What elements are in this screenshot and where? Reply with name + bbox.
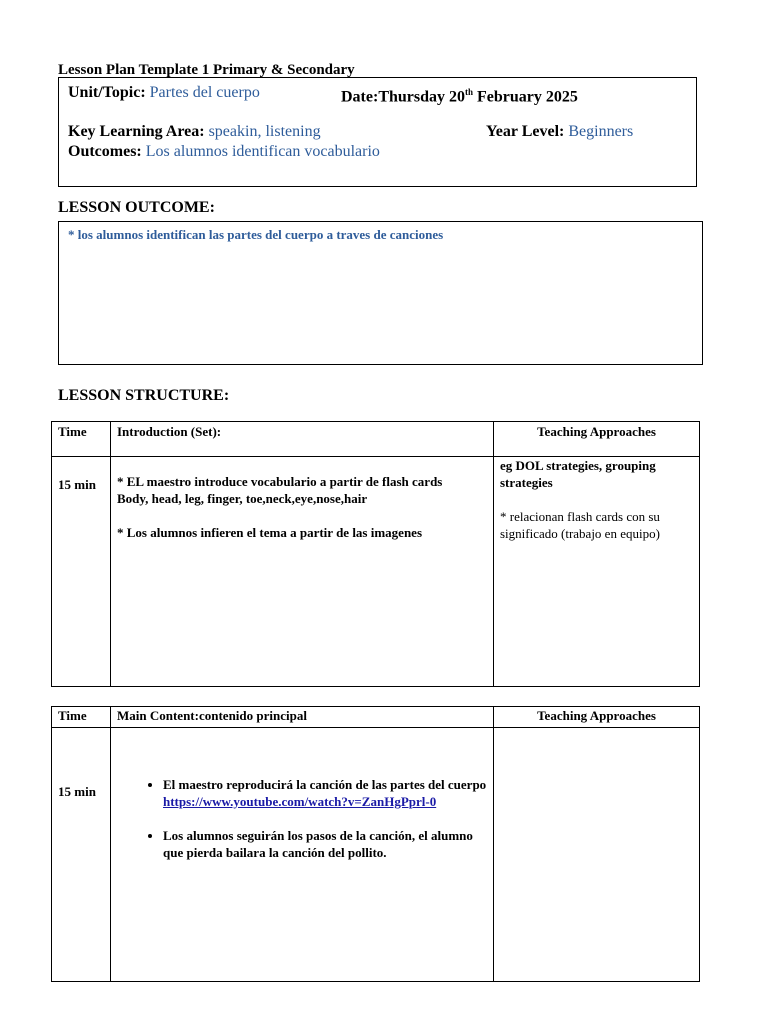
intro-line-3: * Los alumnos infieren el tema a partir de las imagenes — [117, 525, 423, 540]
main-content-cell — [111, 728, 494, 982]
lesson-outcome-box — [58, 221, 703, 365]
unit-topic-line — [68, 83, 260, 102]
unit-topic-value: Partes del cuerpo — [149, 84, 260, 101]
main-time-header: Time — [52, 707, 111, 728]
main-bullet-list — [117, 776, 487, 861]
main-content-table — [51, 706, 700, 982]
date-day: Thursday 20 — [378, 88, 466, 106]
introduction-table — [51, 421, 700, 687]
date-superscript: th — [465, 87, 474, 97]
key-learning-area-line — [68, 122, 321, 141]
outcomes-label: Outcomes: — [68, 143, 142, 160]
year-level-label: Year Level: — [486, 123, 565, 140]
intro-line-2: Body, head, leg, finger, toe,neck,eye,nose,hair — [117, 491, 368, 506]
intro-content-header: Introduction (Set): — [111, 422, 494, 457]
main-header-row — [52, 707, 700, 728]
main-content-header: Main Content:contenido principal — [111, 707, 494, 728]
main-time-cell: 15 min — [52, 728, 111, 982]
outcomes-line — [68, 142, 380, 161]
youtube-link[interactable]: https://www.youtube.com/watch?v=ZanHgPprl-0 — [163, 794, 437, 809]
outcomes-value: Los alumnos identifican vocabulario — [145, 143, 380, 160]
intro-line-1: * EL maestro introduce vocabulario a partir de flash cards — [117, 474, 443, 489]
year-level-line — [486, 122, 633, 141]
lesson-info-box — [58, 77, 697, 187]
main-body-row — [52, 728, 700, 982]
kla-value: speakin, listening — [208, 123, 321, 140]
intro-time-header: Time — [52, 422, 111, 457]
lesson-outcome-heading: LESSON OUTCOME: — [58, 199, 215, 216]
lesson-structure-heading: LESSON STRUCTURE: — [58, 387, 230, 404]
intro-header-row — [52, 422, 700, 457]
main-approaches-header: Teaching Approaches — [494, 707, 700, 728]
intro-body-row — [52, 457, 700, 687]
main-bullet-1-text: El maestro reproducirá la canción de las partes del cuerpo — [163, 777, 487, 792]
intro-approaches-cell — [494, 457, 700, 687]
main-bullet-1 — [163, 776, 487, 810]
year-level-value: Beginners — [568, 123, 634, 140]
intro-approach-text: * relacionan flash cards con su significado (trabajo en equipo) — [500, 509, 660, 541]
lesson-outcome-text: * los alumnos identifican las partes del cuerpo a traves de canciones — [68, 227, 444, 242]
main-bullet-2: • Los alumnos seguirán los pasos de la canción, el alumno que pierda bailara la canción del pollito. — [163, 827, 487, 861]
main-approaches-cell — [494, 728, 700, 982]
intro-time-cell: 15 min — [52, 457, 111, 687]
date-line — [341, 83, 578, 106]
unit-topic-label: Unit/Topic: — [68, 84, 146, 101]
document-title: Lesson Plan Template 1 Primary & Secondary — [58, 62, 355, 77]
date-label: Date: — [341, 88, 379, 106]
date-rest: February 2025 — [473, 88, 578, 106]
intro-approach-bold: eg DOL strategies, grouping strategies — [500, 458, 656, 490]
intro-content-cell — [111, 457, 494, 687]
intro-approaches-header: Teaching Approaches — [494, 422, 700, 457]
kla-label: Key Learning Area: — [68, 123, 205, 140]
